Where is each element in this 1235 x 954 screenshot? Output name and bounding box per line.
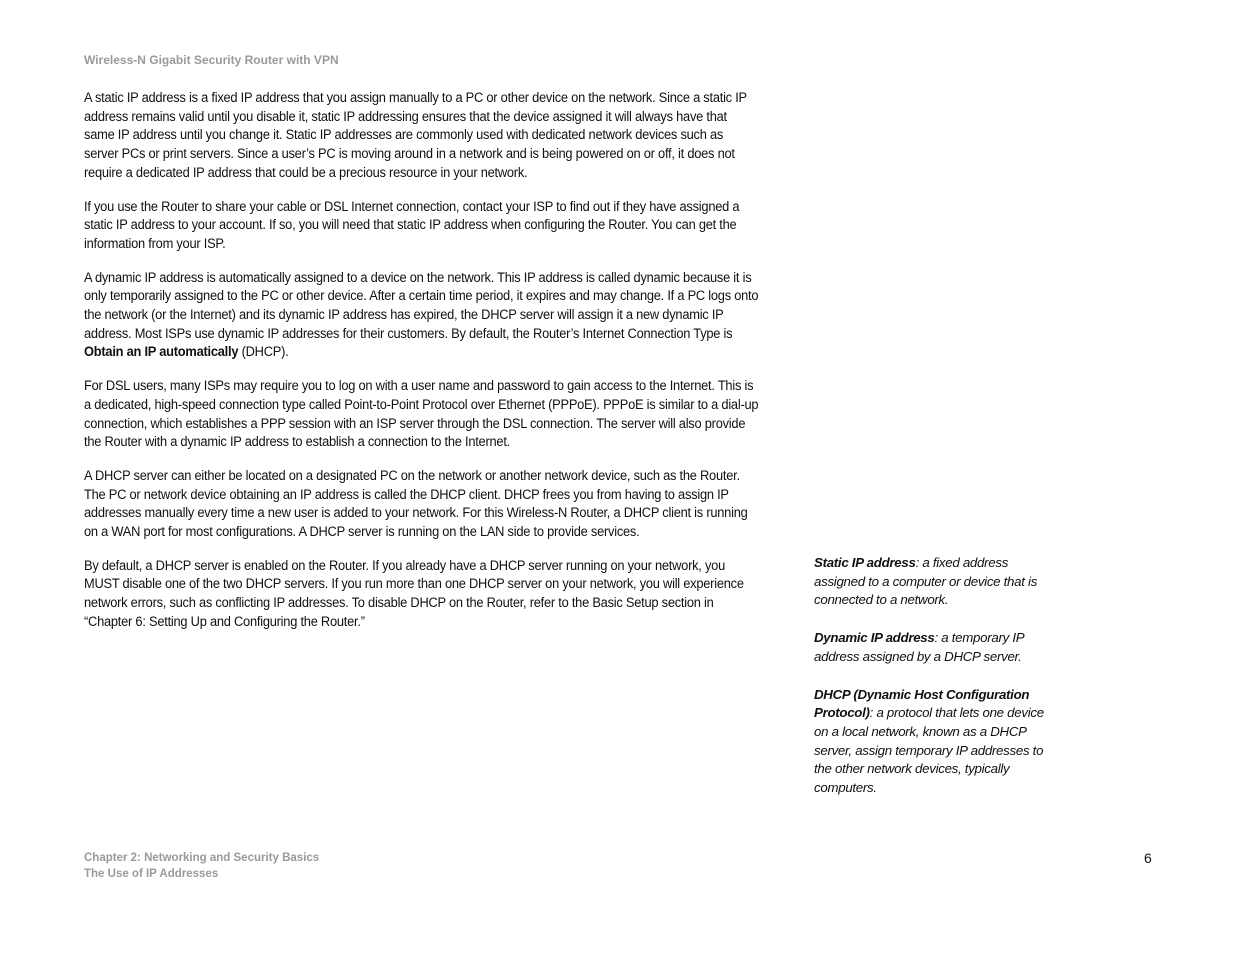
glossary-term: Static IP address <box>814 555 916 570</box>
glossary-term: DHCP (Dynamic Host Configuration Protocol) <box>814 686 1030 721</box>
page-footer <box>84 850 319 882</box>
paragraph-static-ip: A static IP address is a fixed IP address that you assign manually to a PC or other device on the network. Since a static IP address remains valid until you disable it, static IP addressing ensures that the device assigned it will always have that same IP address until you change it. Static IP addresses are commonly used with dedicated network devices such as server PCs or print servers. Since a user’s PC is moving around in a network and is being powered on or off, it does not require a dedicated IP address that could be a precious resource in your network. <box>84 90 747 180</box>
paragraph-dhcp-server: A DHCP server can either be located on a designated PC on the network or another network device, such as the Router. The PC or network device obtaining an IP address is called the DHCP client. DHCP frees you from having to assign IP addresses manually every time a new user is added to your network. For this Wireless-N Router, a DHCP client is running on a WAN port for most configurations. A DHCP server is running on the LAN side to provide services. <box>84 467 748 540</box>
paragraph-dynamic-ip <box>84 269 759 363</box>
glossary-definition: : a fixed address assigned to a computer or device that is connected to a network. <box>814 555 1038 608</box>
page-number: 6 <box>1144 850 1152 866</box>
connection-type-emphasis: Obtain an IP automatically <box>84 344 239 360</box>
glossary-entry-dhcp <box>814 686 1054 798</box>
paragraph-dhcp-default: By default, a DHCP server is enabled on the Router. If you already have a DHCP server running on your network, you MUST disable one of the two DHCP servers. If you run more than one DHCP server on your network, you will experience network errors, such as conflicting IP addresses. To disable DHCP on the Router, refer to the Basic Setup section in “Chapter 6: Setting Up and Configuring the Router.” <box>84 557 744 629</box>
footer-chapter: Chapter 2: Networking and Security Basics <box>84 852 320 864</box>
glossary-definition: : a temporary IP address assigned by a DHCP server. <box>814 630 1024 664</box>
paragraph-dynamic-ip-text: A dynamic IP address is automatically assigned to a device on the network. This IP address is called dynamic because it is only temporarily assigned to the PC or other device. After a certain time period, it expires and may change. If a PC logs onto the network (or the Internet) and its dynamic IP address has expired, the DHCP server will assign it a new dynamic IP address. Most ISPs use dynamic IP addresses for their customers. By default, the Router’s Internet Connection Type is <box>84 269 759 341</box>
footer-section: The Use of IP Addresses <box>84 868 219 880</box>
paragraph-isp-static: If you use the Router to share your cable or DSL Internet connection, contact your ISP to find out if they have assigned a static IP address to your account. If so, you will need that static IP address when configuring the Router. You can get the information from your ISP. <box>84 198 740 251</box>
glossary-entry-dynamic-ip <box>814 629 1054 666</box>
glossary-entry-static-ip <box>814 554 1054 610</box>
running-header: Wireless-N Gigabit Security Router with VPN <box>84 53 339 67</box>
glossary-term: Dynamic IP address <box>814 630 935 646</box>
paragraph-dynamic-ip-end: (DHCP). <box>238 344 289 360</box>
glossary-sidebar <box>814 554 1054 817</box>
main-content <box>84 89 759 647</box>
paragraph-pppoe: For DSL users, many ISPs may require you to log on with a user name and password to gain access to the Internet. This is a dedicated, high-speed connection type called Point-to-Point Protocol over Ethernet (PPPoE). PPPoE is similar to a dial-up connection, which establishes a PPP session with an ISP server through the DSL connection. The server will also provide the Router with a dynamic IP address to establish a connection to the Internet. <box>84 378 759 450</box>
glossary-definition: : a protocol that lets one device on a local network, known as a DHCP server, assign temporary IP addresses to the other network devices, typically computers. <box>814 705 1044 796</box>
